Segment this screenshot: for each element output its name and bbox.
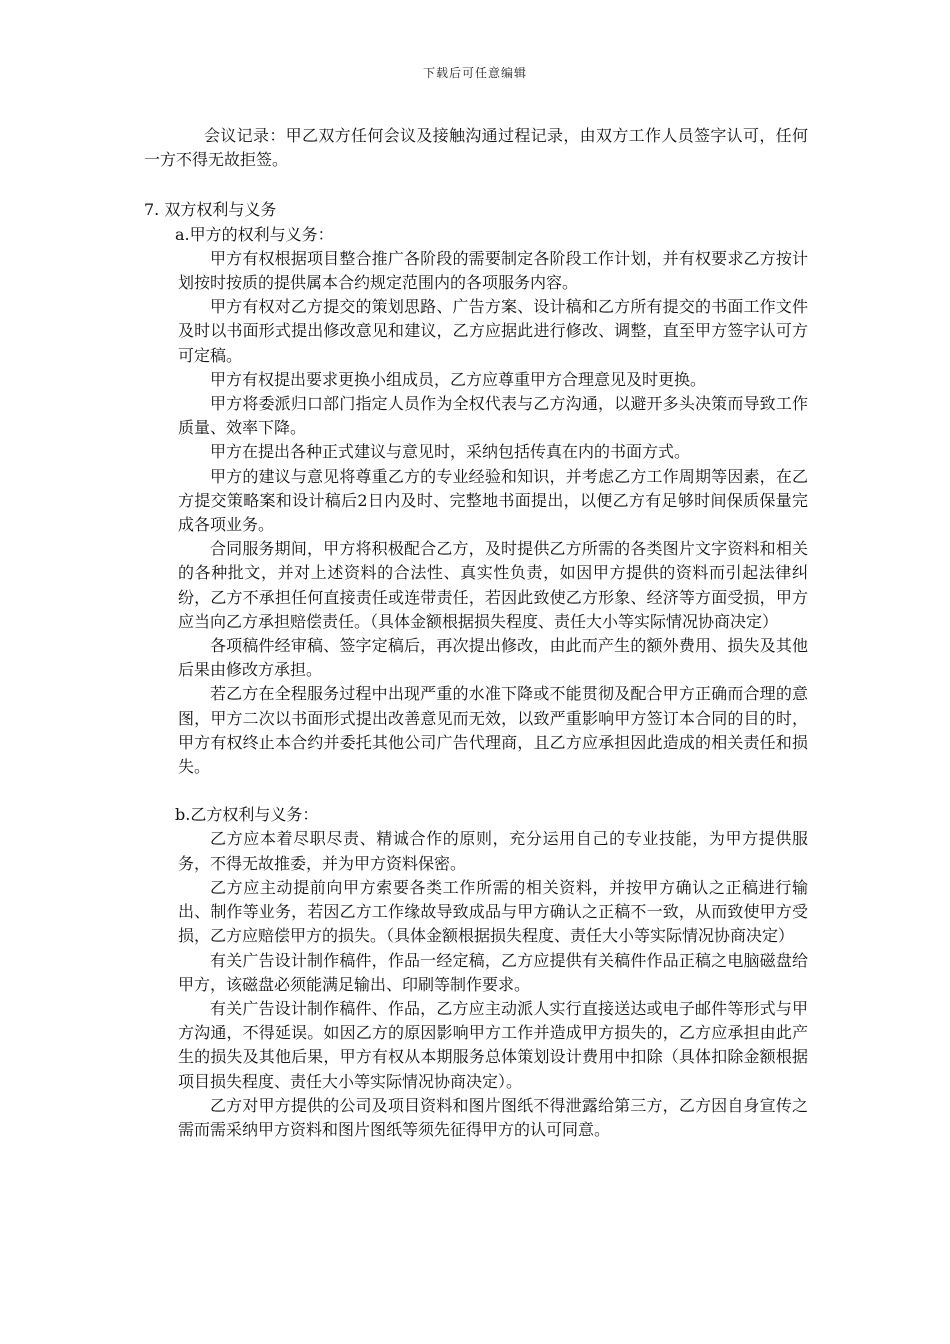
- party-b-title: b.乙方权利与义务：: [175, 805, 319, 825]
- party-a-paragraph: 甲方有权根据项目整合推广各阶段的需要制定各阶段工作计划，并有权要求乙方按计划按时按质的提供属本合约规定范围内的各项服务内容。: [178, 248, 808, 293]
- party-b-paragraph: 乙方应主动提前向甲方索要各类工作所需的相关资料，并按甲方确认之正稿进行输出、制作等业务，若因乙方工作缘故导致成品与甲方确认之正稿不一致，从而致使甲方受损，乙方应赔偿甲方的损失。（具体金额根据损失程度、责任大小等实际情况协商决定）: [178, 877, 808, 946]
- party-b-paragraph: 有关广告设计制作稿件，作品一经定稿，乙方应提供有关稿件作品正稿之电脑磁盘给甲方，该磁盘必须能满足输出、印刷等制作要求。: [178, 950, 808, 994]
- party-a-title: a.甲方的权利与义务：: [175, 224, 334, 244]
- meeting-record-paragraph: 会议记录：甲乙双方任何会议及接触沟通过程记录，由双方工作人员签字认可，任何一方不得无故拒签。: [144, 126, 808, 170]
- section-7-title: 7. 双方权利与义务: [144, 200, 277, 220]
- party-a-paragraph: 甲方的建议与意见将尊重乙方的专业经验和知识，并考虑乙方工作周期等因素，在乙方提交策略案和设计稿后2日内及时、完整地书面提出，以便乙方有足够时间保质保量完成各项业务。: [178, 466, 808, 535]
- party-a-paragraph: 甲方将委派归口部门指定人员作为全权代表与乙方沟通，以避开多头决策而导致工作质量、效率下降。: [178, 394, 808, 438]
- party-a-paragraph: 各项稿件经审稿、签字定稿后，再次提出修改，由此而产生的额外费用、损失及其他后果由修改方承担。: [178, 636, 808, 680]
- party-b-paragraph: 乙方应本着尽职尽责、精诚合作的原则，充分运用自己的专业技能，为甲方提供服务，不得无故推委，并为甲方资料保密。: [178, 829, 808, 873]
- header-note: 下载后可任意编辑: [422, 66, 527, 80]
- party-a-paragraph: 甲方在提出各种正式建议与意见时，采纳包括传真在内的书面方式。: [210, 442, 691, 462]
- document-body: [144, 124, 808, 1142]
- party-b-paragraph: 乙方对甲方提供的公司及项目资料和图片图纸不得泄露给第三方，乙方因自身宣传之需而需采纳甲方资料和图片图纸等须先征得甲方的认可同意。: [178, 1095, 808, 1139]
- party-a-paragraph: 合同服务期间，甲方将积极配合乙方，及时提供乙方所需的各类图片文字资料和相关的各种批文，并对上述资料的合法性、真实性负责，如因甲方提供的资料而引起法律纠纷，乙方不承担任何直接责任或连带责任，若因此致使乙方形象、经济等方面受损，甲方应当向乙方承担赔偿责任。（具体金额根据损失程度、责任大小等实际情况协商决定）: [178, 539, 808, 631]
- party-a-paragraph: 若乙方在全程服务过程中出现严重的水准下降或不能贯彻及配合甲方正确而合理的意图，甲方二次以书面形式提出改善意见而无效，以致严重影响甲方签订本合同的目的时，甲方有权终止本合约并委托其他公司广告代理商，且乙方应承担因此造成的相关责任和损失。: [178, 684, 808, 777]
- paragraph-spacer: [144, 779, 808, 803]
- party-a-paragraph: 甲方有权提出要求更换小组成员，乙方应尊重甲方合理意见及时更换。: [210, 369, 707, 389]
- party-a-paragraph: 甲方有权对乙方提交的策划思路、广告方案、设计稿和乙方所有提交的书面工作文件及时以书面形式提出修改意见和建议，乙方应据此进行修改、调整，直至甲方签字认可方可定稿。: [178, 297, 808, 365]
- party-b-paragraph: 有关广告设计制作稿件、作品，乙方应主动派人实行直接送达或电子邮件等形式与甲方沟通，不得延误。如因乙方的原因影响甲方工作并造成甲方损失的，乙方应承担由此产生的损失及其他后果，甲方有权从本期服务总体策划设计费用中扣除（具体扣除金额根据项目损失程度、责任大小等实际情况协商决定）。: [178, 998, 808, 1091]
